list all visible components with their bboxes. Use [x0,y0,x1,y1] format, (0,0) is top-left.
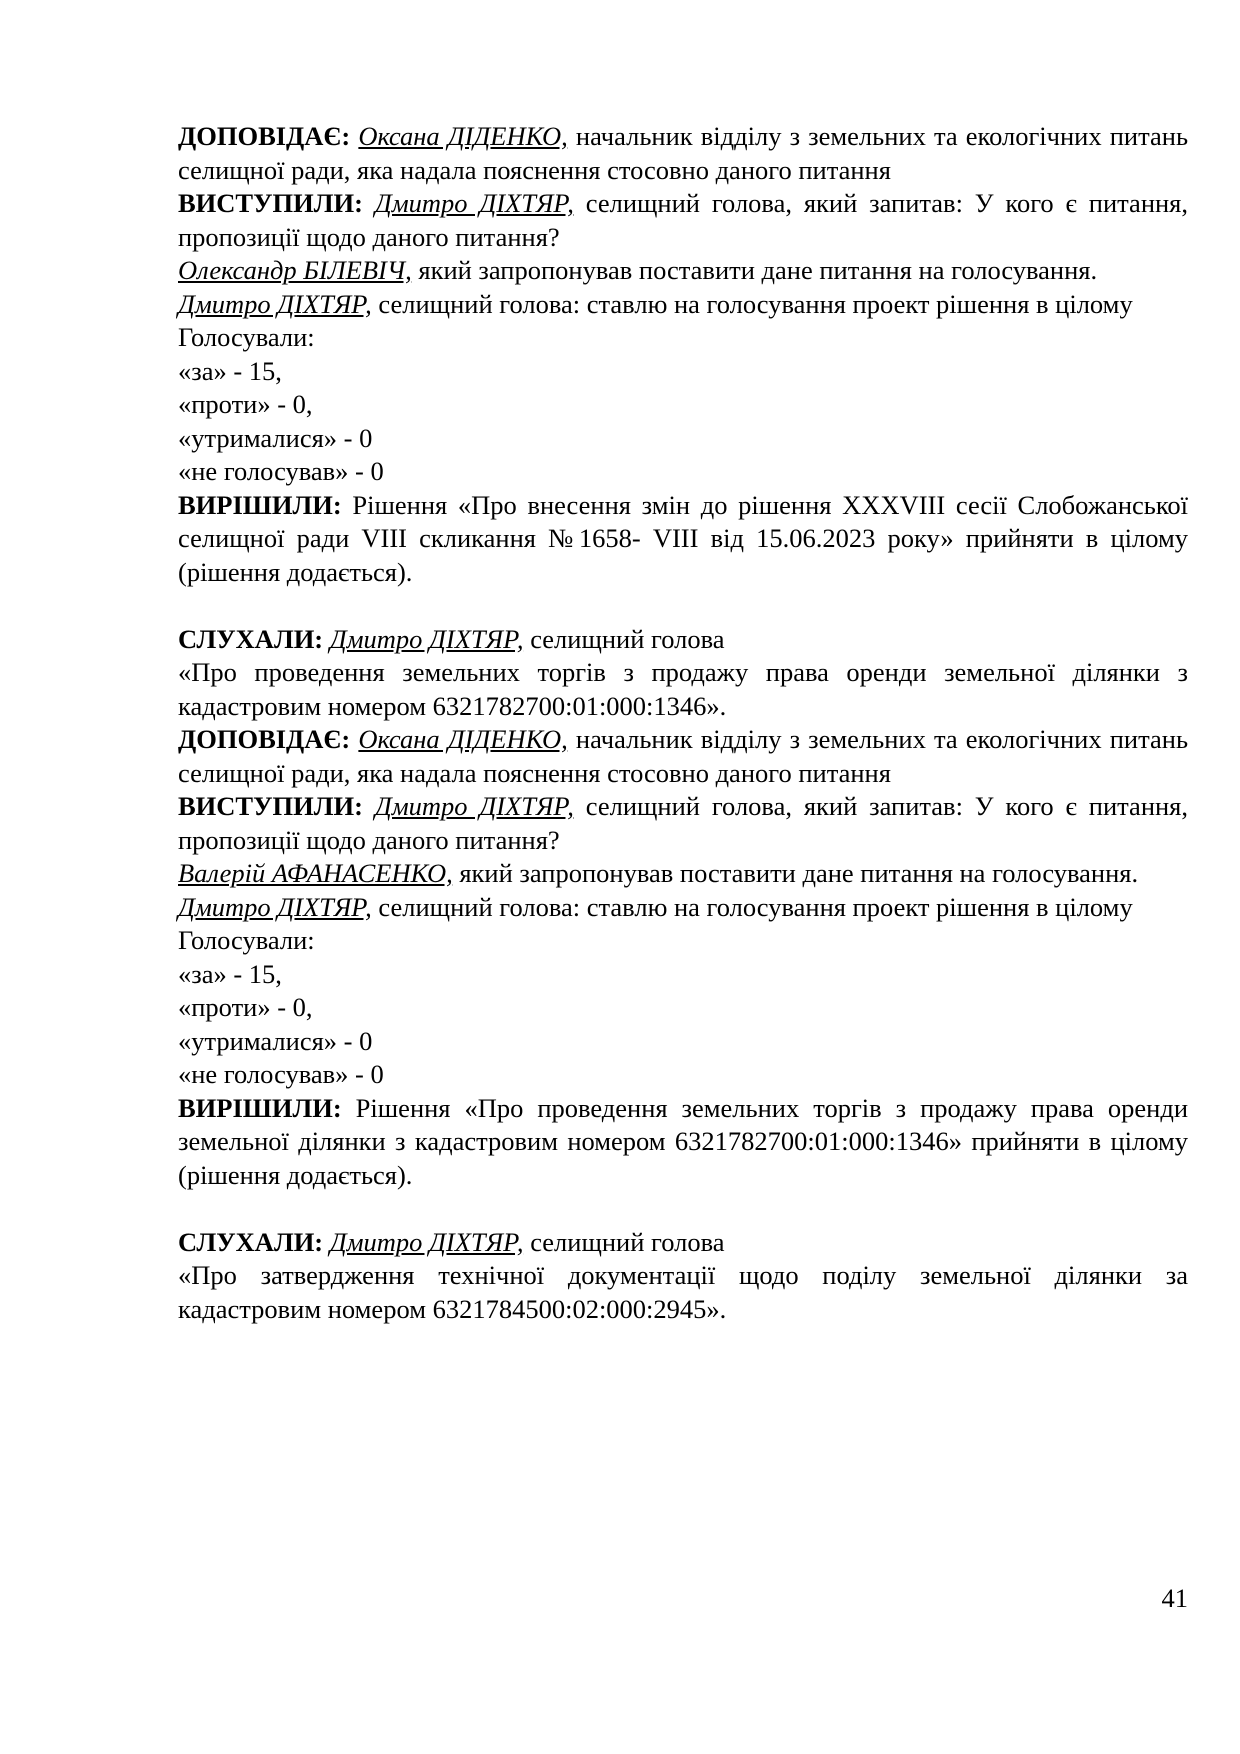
vote-line: «за» - 15, [178,355,282,386]
section-gap [178,589,1188,623]
speakers-paragraph [178,790,1188,857]
person-name: Олександр БІЛЕВІЧ, [178,255,412,285]
paragraph-text: Рішення «Про проведення земельних торгів з продажу права оренди земельної ділянки з кадастровим номером 6321782700:01:000:1346» прийняти в цілому (рішення додається). [178,1092,1188,1190]
person-name: Валерій АФАНАСЕНКО, [178,858,453,888]
person-name: Дмитро ДІХТЯР, [374,791,574,821]
section-label: ДОПОВІДАЄ: [178,724,351,754]
topic-paragraph: «Про затвердження технічної документації щодо поділу земельної ділянки за кадастровим номером 6321784500:02:000:2945». [178,1260,1188,1324]
section-label: ВИСТУПИЛИ: [178,791,363,821]
section-label: СЛУХАЛИ: [178,1226,324,1257]
vote-line: «не голосував» - 0 [178,1059,384,1089]
document-body [178,120,1188,1326]
vote-line: Голосували: [178,925,315,955]
speakers-paragraph [178,187,1188,254]
paragraph-text: селищний голова, який запитав: У кого є питання, пропозиції щодо даного питання? [178,188,1188,252]
paragraph-text: який запропонував поставити дане питання на голосування. [418,255,1098,285]
paragraph-text: селищний голова [530,623,725,654]
heard-paragraph [178,1226,1188,1260]
person-name: Оксана ДІДЕНКО, [358,724,568,754]
paragraph-text: Рішення «Про внесення змін до рішення XXXVIII сесії Слобожанської селищної ради VIII скликання №1658- VIII від 15.06.2023 року» прийняти в цілому (рішення додається). [178,489,1188,587]
vote-line: «утрималися» - 0 [178,1025,373,1056]
paragraph-text: селищний голова, який запитав: У кого є питання, пропозиції щодо даного питання? [178,791,1188,855]
vote-line: «проти» - 0, [178,389,313,419]
section-label: ВИСТУПИЛИ: [178,188,363,218]
section-label: ДОПОВІДАЄ: [178,121,351,151]
speaker-paragraph [178,120,1188,187]
person-name: Дмитро ДІХТЯР, [329,623,524,654]
person-name: Дмитро ДІХТЯР, [178,288,372,319]
proposal-paragraph [178,254,1188,288]
section-gap [178,1192,1188,1226]
person-name: Дмитро ДІХТЯР, [374,188,574,218]
paragraph-text: селищний голова: ставлю на голосування проект рішення в цілому [378,891,1133,922]
person-name: Дмитро ДІХТЯР, [178,891,372,922]
vote-line: «за» - 15, [178,958,282,989]
heard-paragraph [178,623,1188,657]
vote-line: «проти» - 0, [178,992,313,1022]
proposal-paragraph [178,857,1188,891]
section-label: ВИРІШИЛИ: [178,1092,342,1123]
topic-paragraph: «Про проведення земельних торгів з продажу права оренди земельної ділянки з кадастровим номером 6321782700:01:000:1346». [178,657,1188,721]
speaker-paragraph [178,723,1188,790]
vote-line: Голосували: [178,322,315,352]
paragraph-text: селищний голова [530,1226,725,1257]
person-name: Оксана ДІДЕНКО, [358,121,568,151]
section-label: ВИРІШИЛИ: [178,489,342,520]
person-name: Дмитро ДІХТЯР, [329,1226,524,1257]
paragraph-text: начальник відділу з земельних та екологічних питань селищної ради, яка надала пояснення стосовно даного питання [178,724,1189,788]
paragraph-text: селищний голова: ставлю на голосування проект рішення в цілому [378,288,1133,319]
vote-call-paragraph [178,288,1188,322]
paragraph-text: який запропонував поставити дане питання на голосування. [459,858,1139,888]
vote-call-paragraph [178,891,1188,925]
decision-paragraph [178,1092,1188,1193]
vote-line: «утрималися» - 0 [178,422,373,453]
decision-paragraph [178,489,1188,590]
vote-line: «не голосував» - 0 [178,456,384,486]
paragraph-text: начальник відділу з земельних та екологічних питань селищної ради, яка надала пояснення стосовно даного питання [178,121,1189,185]
page-number: 41 [1161,1583,1188,1613]
section-label: СЛУХАЛИ: [178,623,324,654]
